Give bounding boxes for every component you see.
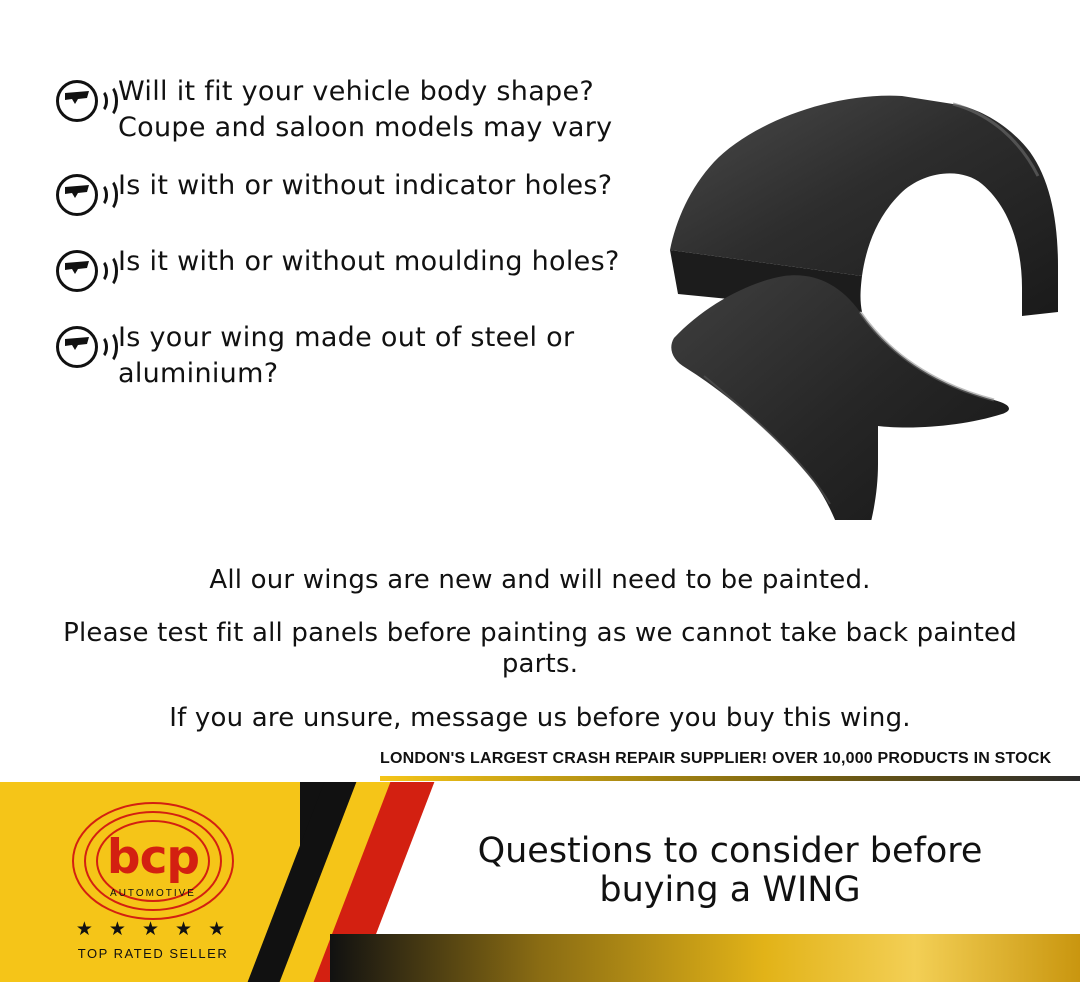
wing-bottom-image: [671, 275, 1009, 520]
star-rating-icon: ★ ★ ★ ★ ★: [75, 918, 231, 940]
supplier-tagline: LONDON'S LARGEST CRASH REPAIR SUPPLIER! OVER 10,000 PRODUCTS IN STOCK: [380, 750, 1052, 767]
question-text: Is your wing made out of steel or aluminium?: [118, 321, 575, 389]
wing-illustrations: [660, 40, 1080, 520]
banner-title-line2: buying a WING: [599, 870, 861, 911]
note-line: Please test fit all panels before painting as we cannot take back painted parts.: [63, 618, 1017, 680]
logo-wordmark: bcp: [106, 830, 200, 885]
list-item: [56, 244, 676, 298]
wing-speaker-icon: [56, 174, 118, 222]
questions-list: [56, 74, 676, 414]
note-line: All our wings are new and will need to be painted.: [209, 565, 871, 595]
notes-block: [0, 565, 1080, 756]
wing-glyph-icon: [65, 185, 90, 203]
wing-speaker-icon: [56, 326, 118, 374]
wing-top-image: [670, 96, 1058, 316]
banner-gold-bar: [330, 934, 1080, 982]
list-item: [56, 74, 676, 146]
note-line: If you are unsure, message us before you buy this wing.: [169, 702, 911, 733]
gradient-divider: [380, 776, 1080, 781]
list-item: [56, 168, 676, 222]
question-text: Will it fit your vehicle body shape? Coupe and saloon models may vary: [118, 76, 613, 143]
wing-glyph-icon: [65, 91, 90, 109]
banner-title: [400, 832, 1060, 910]
bottom-banner: [0, 782, 1080, 982]
wing-glyph-icon: [65, 337, 90, 355]
wing-speaker-icon: [56, 80, 118, 128]
list-item: [56, 320, 676, 392]
logo-tagline: TOP RATED SELLER: [77, 946, 229, 961]
bcp-logo: [28, 800, 278, 975]
logo-subtitle: AUTOMOTIVE: [110, 888, 196, 899]
wing-glyph-icon: [65, 261, 90, 279]
question-text: Is it with or without moulding holes?: [118, 245, 620, 277]
wing-speaker-icon: [56, 250, 118, 298]
wing-product-images: [660, 40, 1080, 520]
banner-title-line1: Questions to consider before: [477, 831, 983, 871]
question-text: Is it with or without indicator holes?: [118, 169, 613, 201]
